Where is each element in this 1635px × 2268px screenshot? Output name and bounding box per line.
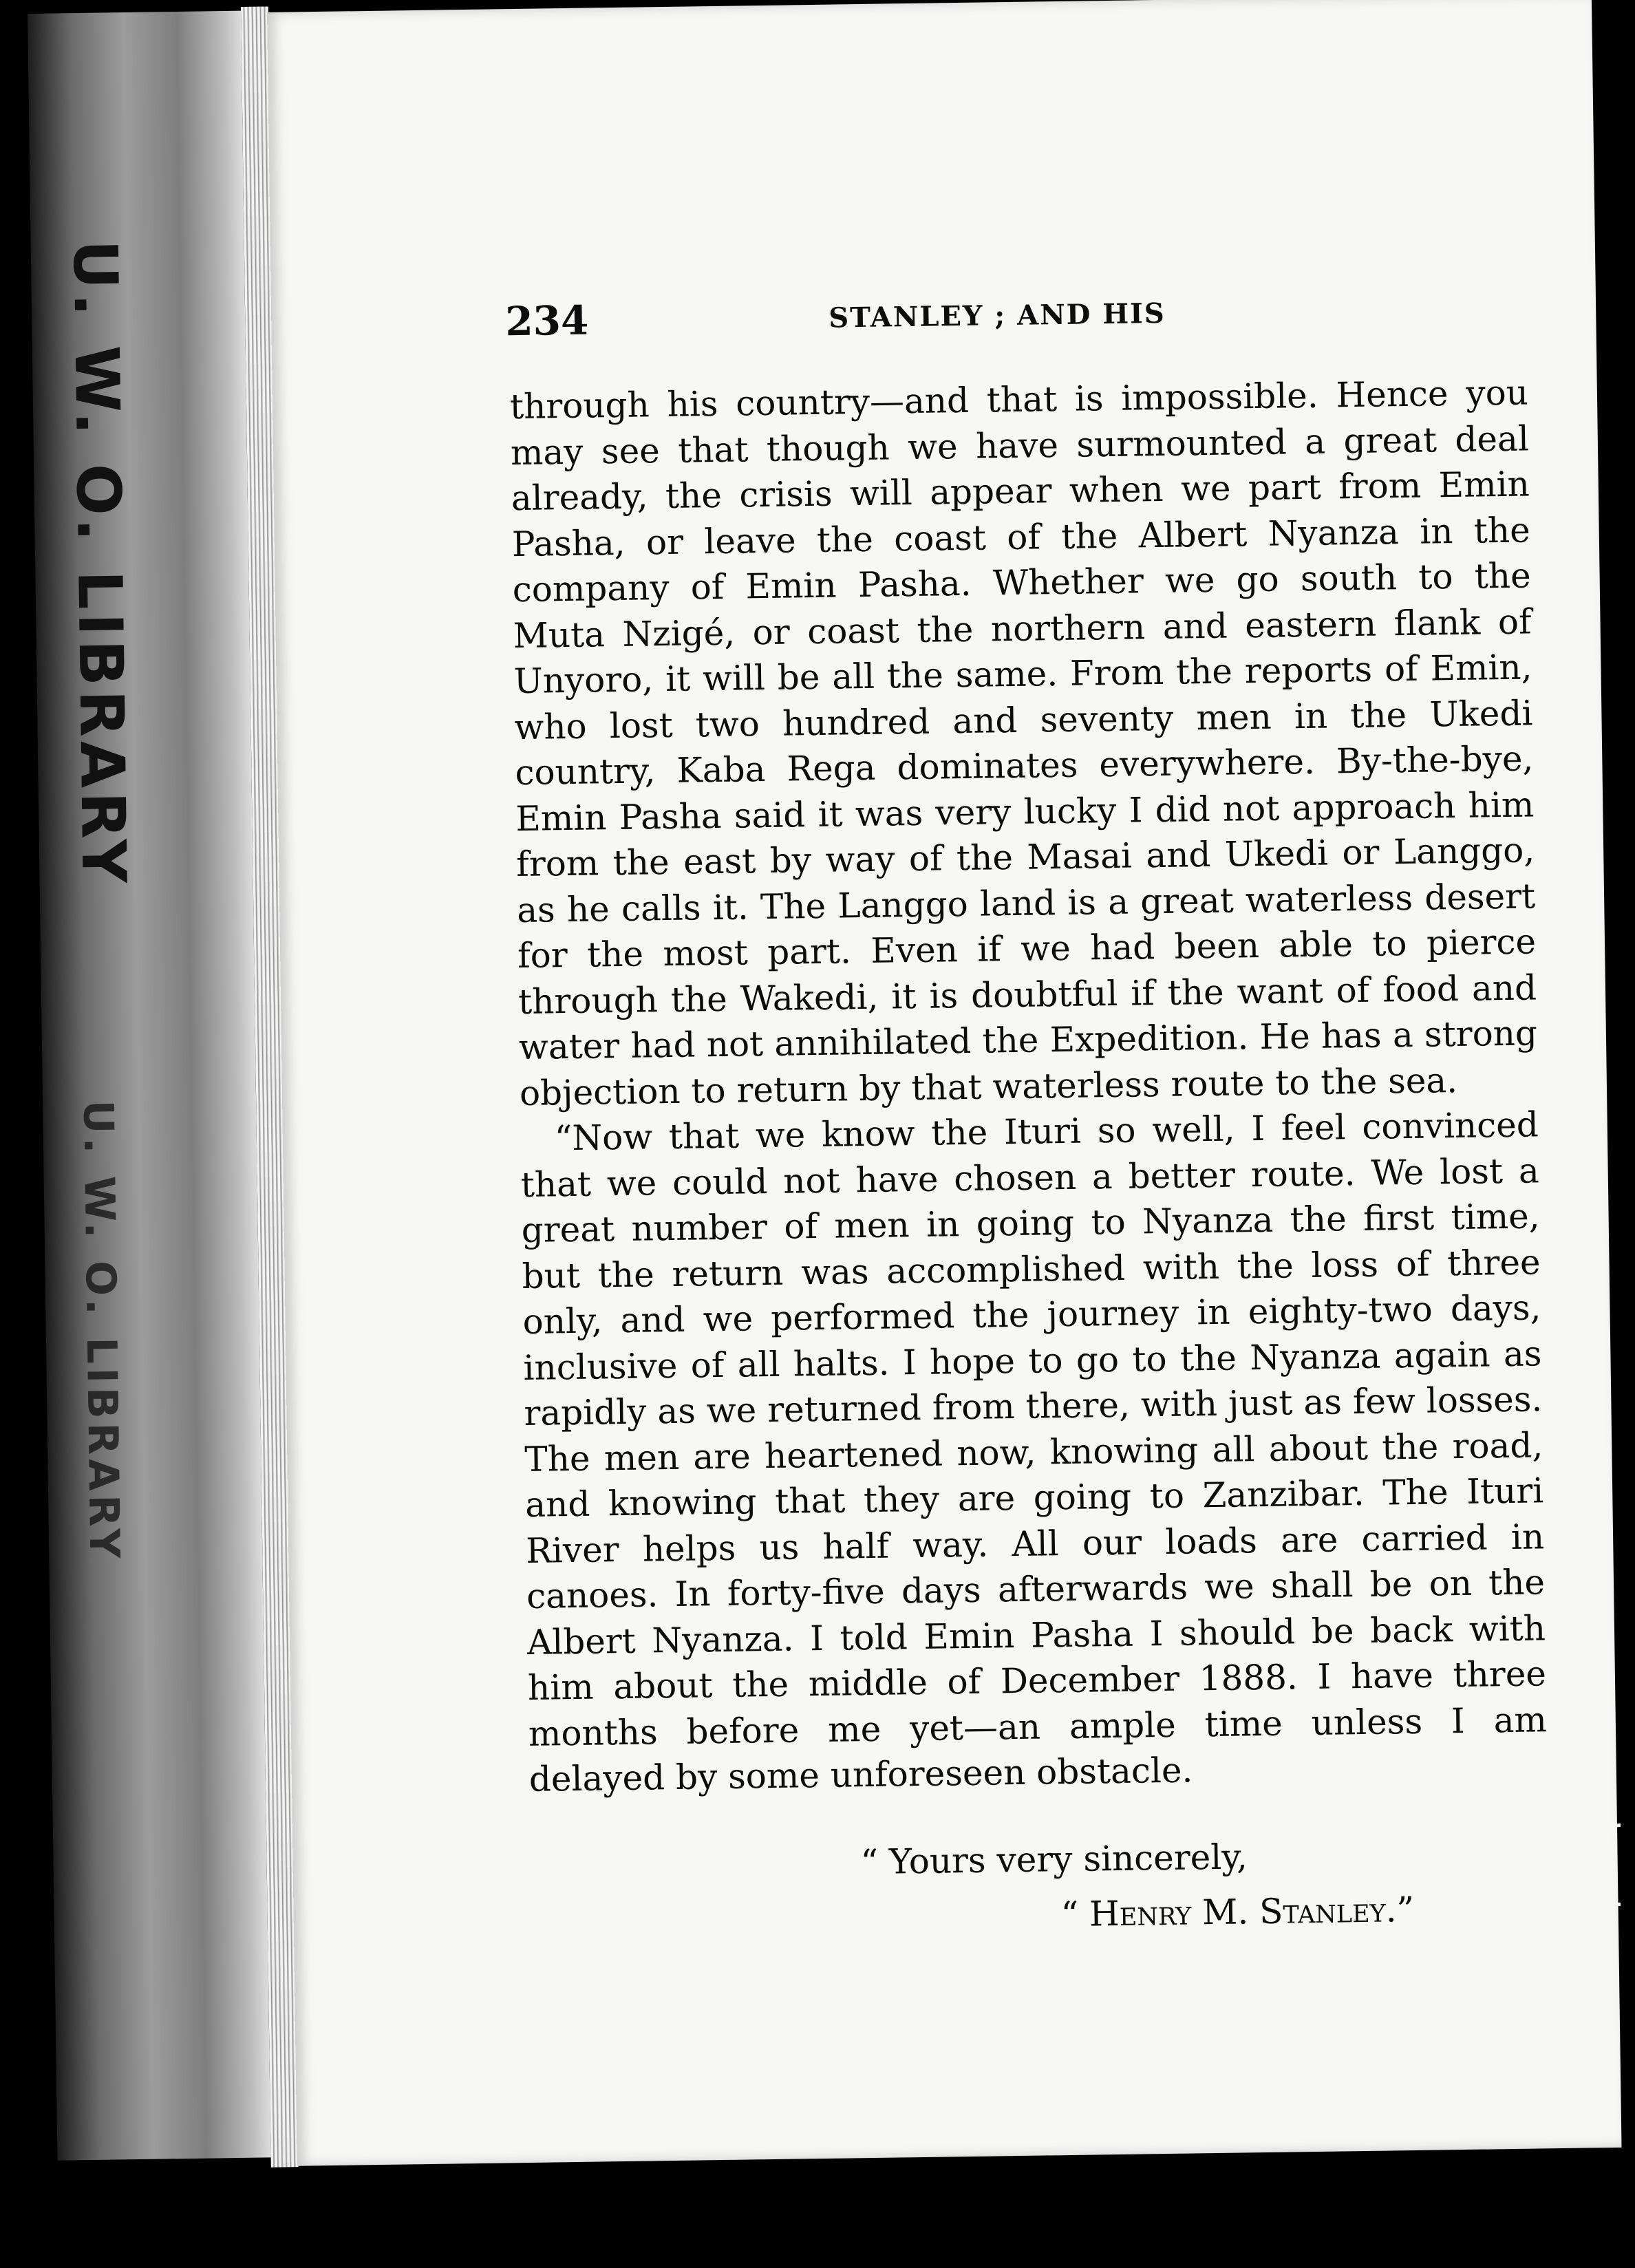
body-text bbox=[510, 370, 1548, 1802]
paragraph: through his country—and that is impossible. Hence you may see that though we have surmounted a great deal already, the crisis will appear when we part from Emin Pasha, or leave the coast of the Albert Nyanza in the company of Emin Pasha. Whether we go south to the Muta Nzigé, or coast the northern and eastern flank of Unyoro, it will be all the same. From the reports of Emin, who lost two hundred and seventy men in the Ukedi country, Kaba Rega dominates everywhere. By-the-bye, Emin Pasha said it was very lucky I did not approach him from the east by way of the Masai and Ukedi or Langgo, as he calls it. The Langgo land is a great waterless desert for the most part. Even if we had been able to pierce through the Wakedi, it is doubtful if the want of food and water had not annihilated the Expedition. He has a strong objection to return by that waterless route to the sea. bbox=[509, 372, 1538, 1113]
page-sheet bbox=[267, 0, 1622, 2166]
spine-library-stamp-faint: U. W. O. LIBRARY bbox=[74, 1100, 129, 1563]
running-head: STANLEY ; AND HIS bbox=[828, 297, 1166, 334]
spine-library-stamp: U. W. O. LIBRARY bbox=[59, 239, 140, 888]
closing-line: “ Yours very sincerely, bbox=[860, 1837, 1248, 1883]
book-spine bbox=[28, 11, 271, 2161]
page-header bbox=[504, 284, 1537, 345]
page-number: 234 bbox=[504, 297, 589, 345]
signature-line: “ Henry M. Stanley.” bbox=[1060, 1889, 1415, 1935]
letter-signoff bbox=[530, 1825, 1550, 1949]
paragraph: “Now that we know the Ituri so well, I feel convinced that we could not have chosen a better route. We lost a great number of men in going to Nyanza the first time, but the return was accomplished with the loss of three only, and we performed the journey in eighty-two days, inclusive of all halts. I hope to go to the Nyanza again as rapidly as we returned from there, with just as few losses. The men are heartened now, knowing all about the road, and knowing that they are going to Zanzibar. The Ituri River helps us half way. All our loads are carried in canoes. In forty-five days afterwards we shall be on the Albert Nyanza. I told Emin Pasha I should be back with him about the middle of December 1888. I have three months before me yet—an ample time unless I am delayed by some unforeseen obstacle. bbox=[520, 1104, 1548, 1799]
